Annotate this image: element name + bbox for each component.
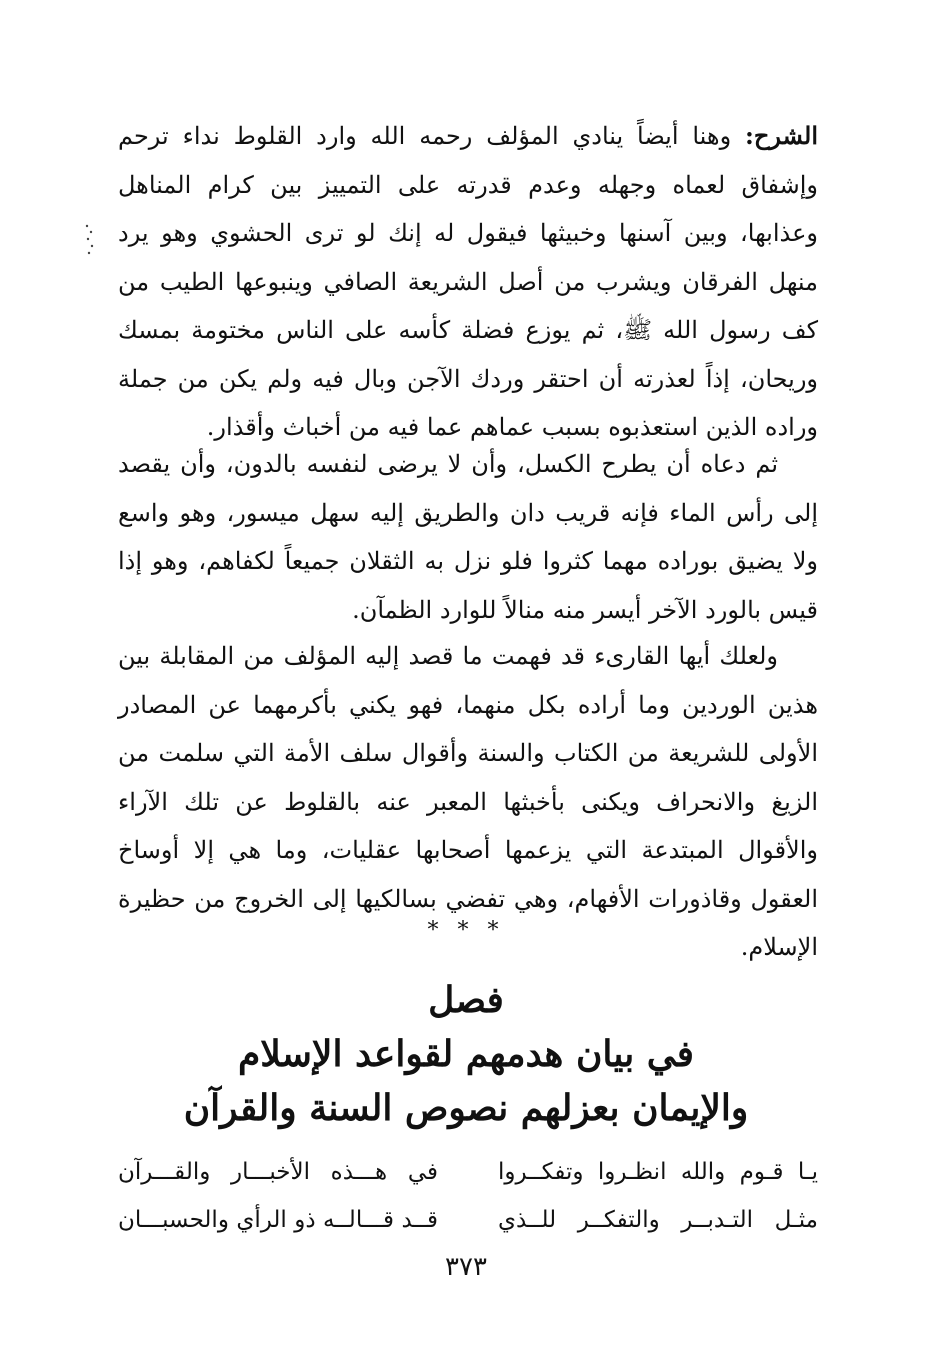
section-heading-line-2: في بيان هدمهم لقواعد الإسلام [238, 1033, 694, 1075]
page-number: ٣٧٣ [445, 1252, 487, 1282]
paragraph-text: ولعلك أيها القارىء قد فهمت ما قصد إليه المؤلف من المقابلة بين هذين الوردين وما أراده بكل منهما، فهو يكني بأكرمهما عن المصادر الأولى للشريعة من الكتاب والسنة وأقوال سلف الأمة التي سلمت من الزيغ والانحراف ويكنى بأخبثها المعبر عنه بالقلوط عن تلك الآراء والأقوال المبتدعة التي يزعمها أصحابها عقليات، وما هي إلا أوساخ العقول وقاذورات الأفهام، وهي تفضي بسالكيها إلى الخروج من حظيرة الإسلام. [118, 642, 818, 961]
commentary-paragraph-1 [118, 112, 818, 452]
commentary-lead-word: الشرح: [745, 121, 818, 150]
paragraph-text: ثم دعاه أن يطرح الكسل، وأن لا يرضى لنفسه بالدون، وأن يقصد إلى رأس الماء فإنه قريب دان والطريق إليه سهل ميسور، وهو واسع ولا يضيق بوراده مهما كثروا فلو نزل به الثقلان جميعاً لكفاهم، وهو إذا قيس بالورد الآخر أيسر منه منالاً للوارد الظمآن. [118, 450, 818, 624]
paragraph-text: وهنا أيضاً ينادي المؤلف رحمه الله وارد القلوط نداء ترحم وإشفاق لعماه وجهله وعدم قدرته على التمييز بين كرام المناهل وعذابها، وبين آسنها وخبيثها فيقول له إنك لو ترى الحشوي وهو يرد منهل الفرقان ويشرب من أصل الشريعة الصافي وينبوعها الطيب من كف رسول الله ﷺ، ثم يوزع فضلة كأسه على الناس مختومة بمسك وريحان، إذاً لعذرته أن احتقر وردك الآجن وبال فيه ولم يكن من جملة وراده الذين استعذبوه بسبب عماهم عما فيه من أخباث وأقذار. [118, 122, 819, 441]
section-separator: * * * [427, 918, 505, 943]
margin-annotation-mark [82, 222, 98, 258]
commentary-paragraph-2 [118, 440, 818, 634]
section-heading-line-3: والإيمان بعزلهم نصوص السنة والقرآن [183, 1087, 749, 1129]
verse-first-hemistich: مثـل التـدبــر والتفكــر للــذي [498, 1207, 818, 1233]
verse-second-hemistich: في هـــذه الأخبـــار والقـــرآن [118, 1159, 438, 1185]
verse-second-hemistich: قــد قـــالــه ذو الرأي والحسبـــان [118, 1207, 438, 1233]
verse-first-hemistich: يـا قـوم والله انظـروا وتفكــروا [498, 1159, 818, 1185]
verse-line [118, 1198, 818, 1242]
section-heading-title: فصل [428, 979, 504, 1021]
verse-line [118, 1150, 818, 1194]
